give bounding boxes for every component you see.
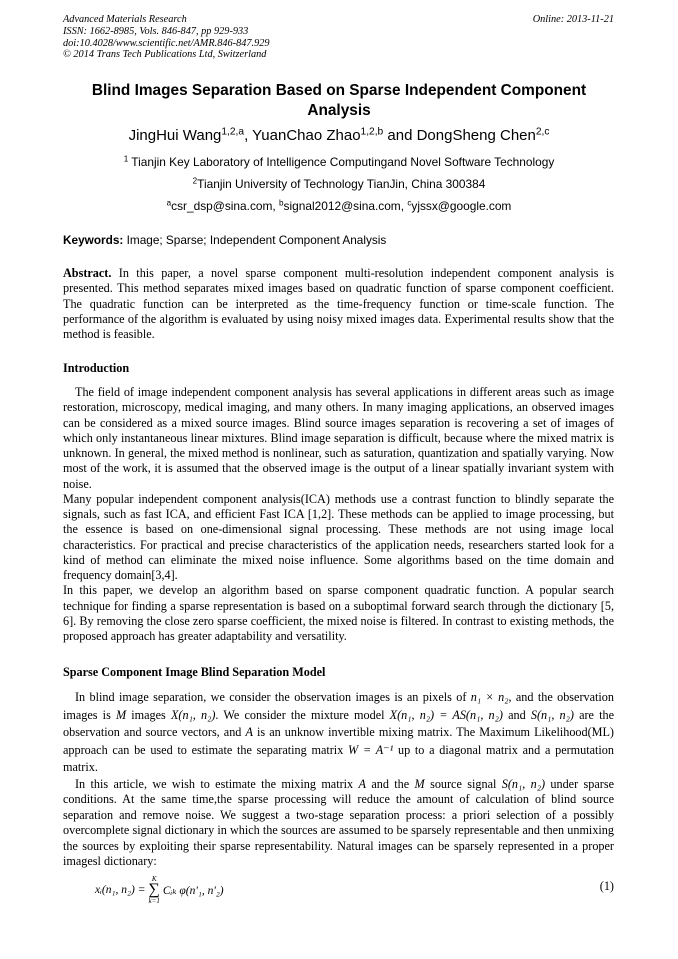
author-emails: $^a$csr_dsp@sina.com, $^b$signal2012@sina.com, $^c$yjssx@google.com xyxy=(166,198,512,213)
model-paragraph-1: In blind image separation, we consider the observation images is an pixels of n₁ × n₂, and the observation images is M images X(n₁, n₂). We consider the mixture model X(n₁, n₂) = AS(n₁, n₂) and S(n₁, n₂) are the observation and source vectors, and A is an unknow invertible mixing matrix. The Maximum Likelihood(ML) approach can be used to estimate the separating matrix W = A⁻¹ up to a diagonal matrix and a permutation matrix. xyxy=(63,690,614,775)
model-body xyxy=(63,689,614,869)
model-paragraph-2: In this article, we wish to estimate the mixing matrix A and the M source signal S(n₁, n₂) under sparse conditions. At the same time,the sparse processing will reduce the amount of calculation of blind source separation and remove noise. We suggest a two-stage separation process: a priori selection of a possibly overcomplete signal dictionary in which the sources are assumed to be sparsely representable and then unmixing the sources by exploiting their sparse representability. Natural images can be sparsely represented in a proper imagesl dictionary: xyxy=(63,776,614,868)
equation-number: (1) xyxy=(599,879,614,893)
copyright: © 2014 Trans Tech Publications Ltd, Switzerland xyxy=(63,49,267,61)
intro-paragraph-2: Many popular independent component analysis(ICA) methods use a contrast function to blindly separate the signals, such as fast ICA, and efficient Fast ICA [1,2]. These methods can be applied to image processing, but the essence is based on one-dimensional signal processing. These methods are not using image local characteristics. For practical and precise characteristics of the application needs, researchers started look for a kind of method can eliminate the mixed noise influence. Some algorithms based on the time domain and frequency domain[3,4]. xyxy=(63,491,614,582)
journal-name: Advanced Materials Research xyxy=(63,14,187,25)
section-heading-model: Sparse Component Image Blind Separation Model xyxy=(63,665,326,679)
sum-symbol: K ∑ k=1 xyxy=(148,875,160,905)
section-heading-introduction: Introduction xyxy=(63,361,130,375)
online-date: Online: 2013-11-21 xyxy=(532,14,614,25)
journal-header xyxy=(63,14,270,61)
paper-title: Blind Images Separation Based on Sparse Independent Component Analysis xyxy=(91,82,587,119)
affiliation-2: $^2$Tianjin University of Technology TianJin, China 300384 xyxy=(192,176,486,191)
intro-paragraph-1: The field of image independent component analysis has several applications in different areas such as image restoration, microscopy, medical imaging, and many others. In many imaging applications, an observed images can be considered as a mixed source images. Blind source images separation is recovering a set of images of which only instantaneous linear mixtures. Blind image separation is difficult, because where the mixed matrix is unknown. In general, the mixed method is nonlinear, such as saturation, quantization and spatially varying. Now most of the work, it is assumed that the observed image is the output of a linear spatially invariant system with noise. xyxy=(63,385,614,491)
keywords: Keywords: Image; Sparse; Independent Component Analysis xyxy=(63,233,387,247)
affiliation-1: $^1$ Tianjin Key Laboratory of Intelligence Computingand Novel Software Technology xyxy=(123,154,555,169)
abstract: Abstract. In this paper, a novel sparse component multi-resolution independent component analysis is presented. This method separates mixed images based on quadratic function of sparse component coefficient. The quadratic function can be interpreted as the time-frequency function or time-scale function. The performance of the algorithm is evaluated by using noisy mixed images data. Experimental results show that the method is feasible. xyxy=(63,266,614,341)
introduction-body xyxy=(63,385,614,644)
issn: ISSN: 1662-8985, Vols. 846-847, pp 929-933 xyxy=(63,25,249,37)
author-list: JingHui Wang$^{1,2,a}$, YuanChao Zhao$^{1,2,b}$ and DongSheng Chen$^{2,c}$ xyxy=(128,126,550,144)
doi: doi:10.4028/www.scientific.net/AMR.846-847.929 xyxy=(63,37,270,49)
intro-paragraph-3: In this paper, we develop an algorithm based on sparse component quadratic function. A popular search technique for finding a sparse representation is based on a suboptimal forward search through the dictionary [5, 6]. By removing the close zero sparse coefficient, the mixed noise is filtered. In contrast to existing methods, the proposed approach has greater adaptability and versatility. xyxy=(63,583,614,643)
equation-1: xᵢ(n₁, n₂) = K ∑ k=1 Cᵢₖ φ(n'₁, n'₂) xyxy=(95,875,224,905)
